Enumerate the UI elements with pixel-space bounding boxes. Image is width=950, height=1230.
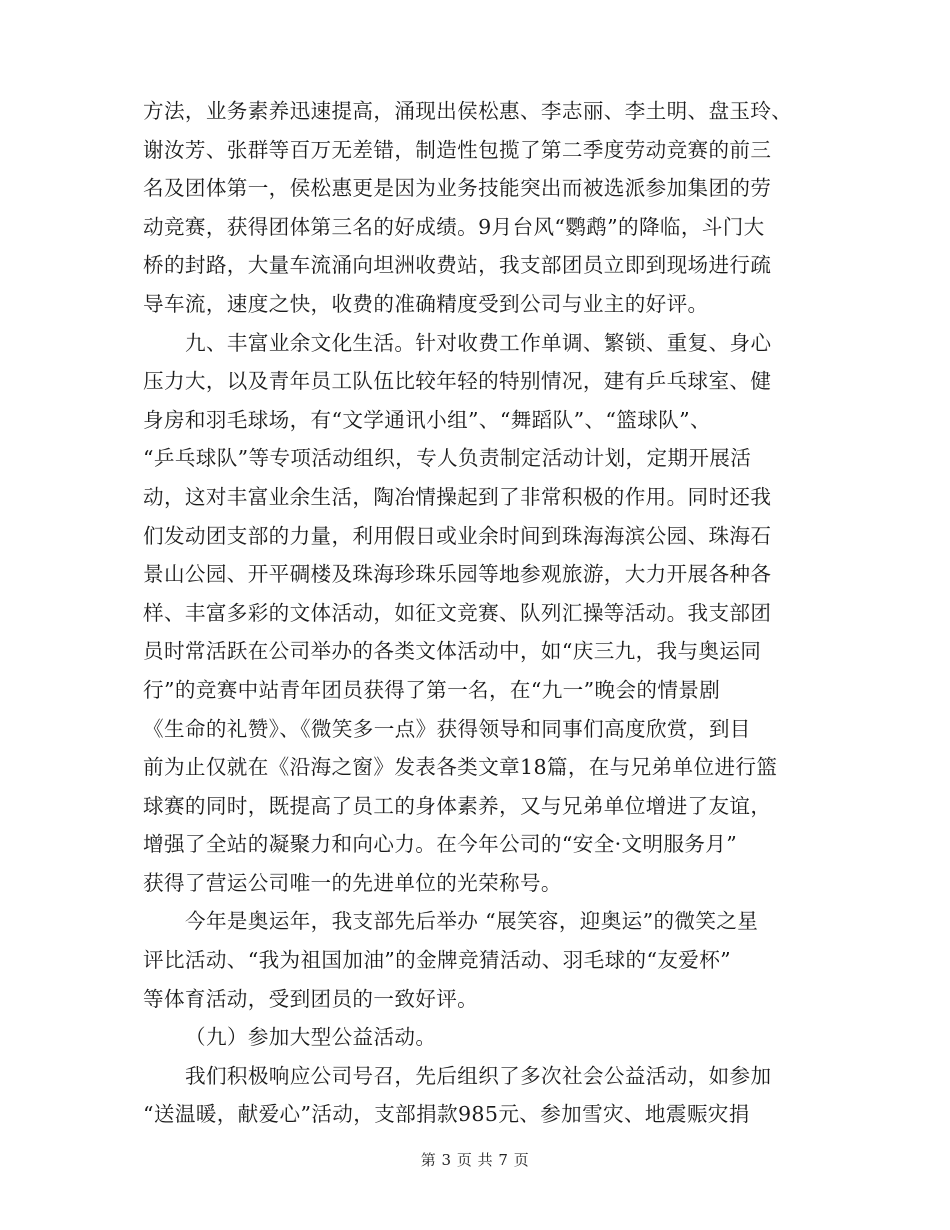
text-line: 评比活动、“我为祖国加油”的金牌竞猜活动、羽毛球的“友爱杯” (143, 948, 732, 973)
text-line: 们发动团支部的力量，利用假日或业余时间到珠海海滨公园、珠海石 (143, 523, 772, 548)
text-line: 获得了营运公司唯一的先进单位的光荣称号。 (143, 870, 562, 895)
text-line: 谢汝芳、张群等百万无差错，制造性包揽了第二季度劳动竞赛的前三 (143, 137, 772, 162)
paragraph-start-line: 九、丰富业余文化生活。针对收费工作单调、繁锁、重复、身心 (185, 330, 772, 355)
text-line: “乒乓球队”等专项活动组织，专人负责制定活动计划，定期开展活 (143, 446, 752, 471)
text-line: 员时常活跃在公司举办的各类文体活动中，如“庆三九，我与奥运同 (143, 639, 762, 664)
text-line: 行”的竞赛中站青年团员获得了第一名，在“九一”晚会的情景剧 (143, 677, 721, 702)
text-line: 动，这对丰富业余生活，陶冶情操起到了非常积极的作用。同时还我 (143, 484, 772, 509)
text-line: 桥的封路，大量车流涌向坦洲收费站，我支部团员立即到现场进行疏 (143, 253, 772, 278)
text-line: 身房和羽毛球场，有“文学通讯小组”、“舞蹈队”、“篮球队”、 (143, 407, 711, 432)
text-line: 《生命的礼赞》、《微笑多一点》获得领导和同事们高度欣赏，到目 (143, 716, 751, 741)
text-line: 名及团体第一，侯松惠更是因为业务技能突出而被选派参加集团的劳 (143, 176, 772, 201)
paragraph-start-line: 今年是奥运年，我支部先后举办 “展笑容，迎奥运”的微笑之星 (185, 909, 759, 934)
text-line: 压力大，以及青年员工队伍比较年轻的特别情况，建有乒乓球室、健 (143, 369, 772, 394)
text-line: 增强了全站的凝聚力和向心力。在今年公司的“安全·文明服务月” (143, 832, 738, 857)
text-line: 动竞赛，获得团体第三名的好成绩。9月台风“鹦鹉”的降临，斗门大 (143, 214, 765, 239)
text-line: 球赛的同时，既提高了员工的身体素养，又与兄弟单位增进了友谊， (143, 793, 772, 818)
text-line: 方法，业务素养迅速提高，涌现出侯松惠、李志丽、李土明、盘玉玲、 (143, 99, 793, 123)
paragraph-start-line: 我们积极响应公司号召，先后组织了多次社会公益活动，如参加 (185, 1063, 772, 1088)
text-line: 景山公园、开平碉楼及珠海珍珠乐园等地参观旅游，大力开展各种各 (143, 562, 772, 587)
text-line: 导车流，速度之快，收费的准确精度受到公司与业主的好评。 (143, 291, 709, 316)
section-heading: （九）参加大型公益活动。 (185, 1025, 437, 1050)
text-line: 等体育活动，受到团员的一致好评。 (143, 986, 479, 1011)
text-line: “送温暖，献爱心”活动，支部捐款985元、参加雪灾、地震赈灾捐 (143, 1102, 750, 1127)
page-number-footer: 第 3 页 共 7 页 (420, 1151, 530, 1169)
document-body (143, 92, 811, 1134)
text-line: 前为止仅就在《沿海之窗》发表各类文章18篇，在与兄弟单位进行篮 (143, 755, 778, 780)
text-line: 样、丰富多彩的文体活动，如征文竞赛、队列汇操等活动。我支部团 (143, 600, 772, 625)
